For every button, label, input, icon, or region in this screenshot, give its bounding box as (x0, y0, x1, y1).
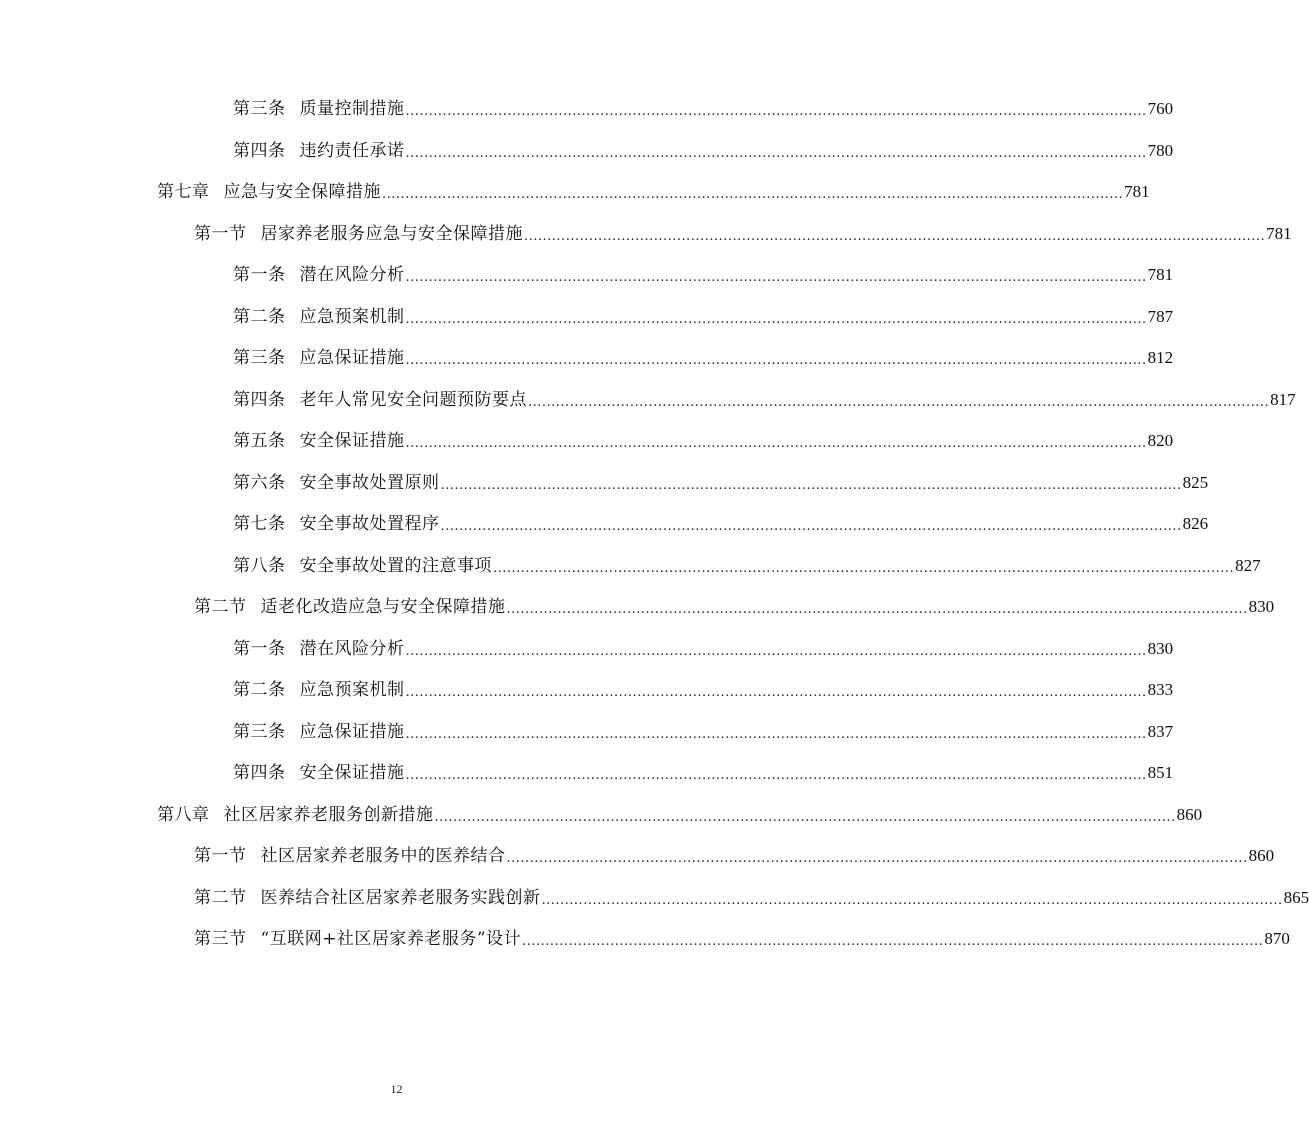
toc-entry[interactable] (233, 637, 1174, 661)
toc-label: 第二节 (194, 597, 247, 617)
toc-page: 781 (1147, 265, 1174, 284)
toc-label: 第二节 (194, 888, 247, 908)
toc-entry[interactable] (233, 388, 1296, 412)
toc-leader: ................................................................................................................................................................ (528, 395, 1270, 410)
toc-title: 应急保证措施 (299, 722, 405, 742)
toc-label: 第一节 (194, 224, 247, 244)
toc-leader: ................................................................................................................................................................ (405, 727, 1147, 742)
toc-page: 826 (1182, 514, 1209, 533)
toc-page: 827 (1235, 556, 1261, 575)
toc-entry[interactable] (233, 429, 1174, 453)
toc-entry[interactable] (233, 678, 1174, 702)
toc-leader: ................................................................................................................................................................ (541, 893, 1283, 908)
toc-page: 860 (1248, 846, 1275, 865)
toc-leader: ................................................................................................................................................................ (382, 187, 1124, 202)
toc-label: 第八章 (157, 805, 210, 825)
toc-entry[interactable] (233, 471, 1209, 495)
toc-leader: ................................................................................................................................................................ (405, 436, 1147, 451)
toc-page: 833 (1147, 680, 1174, 699)
toc-title: 安全事故处置程序 (299, 514, 440, 534)
toc-title: 社区居家养老服务中的医养结合 (260, 846, 506, 866)
toc-title: 安全事故处置的注意事项 (299, 556, 492, 576)
toc-leader: ................................................................................................................................................................ (522, 934, 1264, 949)
toc-page: 781 (1266, 224, 1292, 243)
toc-title: 安全事故处置原则 (299, 473, 440, 493)
toc-title: 居家养老服务应急与安全保障措施 (260, 224, 523, 244)
toc-page: 812 (1147, 348, 1174, 367)
toc-page: 760 (1147, 99, 1174, 118)
toc-leader: ................................................................................................................................................................ (506, 602, 1248, 617)
toc-leader: ................................................................................................................................................................ (440, 519, 1182, 534)
toc-label: 第四条 (233, 141, 286, 161)
toc-entry[interactable] (233, 346, 1174, 370)
toc-entry[interactable] (233, 512, 1209, 536)
toc-entry[interactable] (194, 844, 1275, 868)
toc-entry[interactable] (233, 761, 1174, 785)
toc-leader: ................................................................................................................................................................ (405, 104, 1147, 119)
toc-leader: ................................................................................................................................................................ (405, 146, 1147, 161)
toc-title: 社区居家养老服务创新措施 (223, 805, 434, 825)
toc-title: 潜在风险分析 (299, 265, 405, 285)
toc-label: 第三条 (233, 99, 286, 119)
toc-page: 787 (1147, 307, 1174, 326)
toc-page: 837 (1147, 722, 1174, 741)
toc-title: 老年人常见安全问题预防要点 (299, 390, 527, 410)
toc-label: 第六条 (233, 473, 286, 493)
toc-page: 780 (1147, 141, 1174, 160)
toc-label: 第三条 (233, 348, 286, 368)
toc-entry[interactable] (194, 595, 1275, 619)
toc-entry[interactable] (233, 97, 1174, 121)
toc-title: 应急保证措施 (299, 348, 405, 368)
toc-entry[interactable] (194, 222, 1292, 246)
toc-title: “互联网+社区居家养老服务”设计 (260, 929, 522, 949)
toc-entry[interactable] (233, 263, 1174, 287)
toc-entry[interactable] (233, 720, 1174, 744)
toc-entry[interactable] (233, 554, 1261, 578)
toc-title: 违约责任承诺 (299, 141, 405, 161)
toc-label: 第二条 (233, 680, 286, 700)
toc-title: 应急预案机制 (299, 307, 405, 327)
toc-page: 830 (1147, 639, 1174, 658)
toc-label: 第三条 (233, 722, 286, 742)
toc-page: 781 (1124, 182, 1150, 201)
toc-label: 第三节 (194, 929, 247, 949)
toc-label: 第七章 (157, 182, 210, 202)
toc-label: 第四条 (233, 763, 286, 783)
toc-entry[interactable] (194, 927, 1290, 951)
toc-leader: ................................................................................................................................................................ (493, 561, 1235, 576)
toc-page: 817 (1270, 390, 1296, 409)
toc-label: 第一条 (233, 265, 286, 285)
toc-page: 825 (1182, 473, 1209, 492)
toc-label: 第四条 (233, 390, 286, 410)
toc-title: 潜在风险分析 (299, 639, 405, 659)
toc-leader: ................................................................................................................................................................ (405, 685, 1147, 700)
toc-page: 830 (1248, 597, 1275, 616)
toc-page: 870 (1264, 929, 1290, 948)
toc-entry[interactable] (233, 305, 1174, 329)
toc-page: 860 (1176, 805, 1203, 824)
toc-label: 第一节 (194, 846, 247, 866)
toc-title: 质量控制措施 (299, 99, 405, 119)
toc-leader: ................................................................................................................................................................ (405, 270, 1147, 285)
toc-leader: ................................................................................................................................................................ (524, 229, 1266, 244)
toc-title: 安全保证措施 (299, 431, 405, 451)
toc-title: 适老化改造应急与安全保障措施 (260, 597, 506, 617)
toc-leader: ................................................................................................................................................................ (405, 768, 1147, 783)
toc-title: 应急预案机制 (299, 680, 405, 700)
toc-entry[interactable] (157, 803, 1203, 827)
toc-title: 安全保证措施 (299, 763, 405, 783)
toc-label: 第七条 (233, 514, 286, 534)
toc-label: 第二条 (233, 307, 286, 327)
toc-entry[interactable] (194, 886, 1309, 910)
toc-label: 第八条 (233, 556, 286, 576)
toc-entry[interactable] (157, 180, 1150, 204)
toc-leader: ................................................................................................................................................................ (434, 810, 1176, 825)
toc-title: 医养结合社区居家养老服务实践创新 (260, 888, 541, 908)
toc-page: 820 (1147, 431, 1174, 450)
toc-leader: ................................................................................................................................................................ (405, 644, 1147, 659)
toc-leader: ................................................................................................................................................................ (440, 478, 1182, 493)
toc-label: 第五条 (233, 431, 286, 451)
toc-page: 865 (1283, 888, 1309, 907)
toc-entry[interactable] (233, 139, 1174, 163)
page-number: 12 (390, 1082, 403, 1096)
toc-title: 应急与安全保障措施 (223, 182, 381, 202)
toc-label: 第一条 (233, 639, 286, 659)
toc-page: 851 (1147, 763, 1174, 782)
toc-leader: ................................................................................................................................................................ (405, 353, 1147, 368)
toc-leader: ................................................................................................................................................................ (506, 851, 1248, 866)
toc-leader: ................................................................................................................................................................ (405, 312, 1147, 327)
